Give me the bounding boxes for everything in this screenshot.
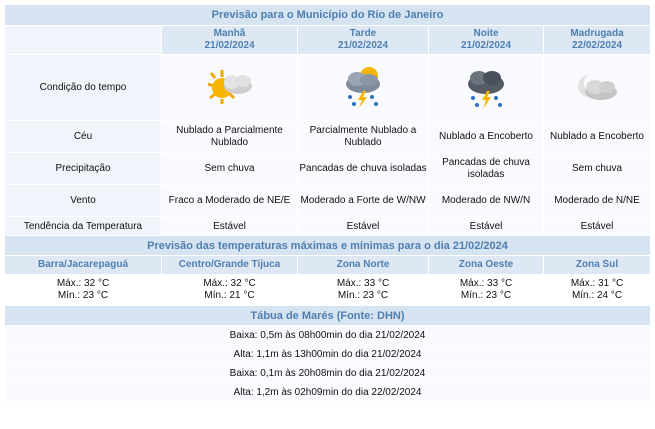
- wind-afternoon: Moderado a Forte de W/NW: [298, 185, 428, 216]
- zone-header-oeste: Zona Oeste: [429, 256, 543, 274]
- temps-title: Previsão das temperaturas máximas e mínimas para o dia 21/02/2024: [5, 236, 650, 255]
- period-header-night: Noite 21/02/2024: [429, 26, 543, 54]
- tide-row: Alta: 1,2m às 02h09min do dia 22/02/2024: [5, 383, 650, 401]
- wind-night: Moderado de NW/N: [429, 185, 543, 216]
- forecast-panel: [4, 4, 650, 402]
- condition-afternoon: [298, 55, 428, 120]
- zone-temps-norte: Máx.: 33 °C Mín.: 23 °C: [298, 275, 428, 305]
- zone-header-centro: Centro/Grande Tijuca: [162, 256, 297, 274]
- condition-night: [429, 55, 543, 120]
- wind-morning: Fraco a Moderado de NE/E: [162, 185, 297, 216]
- condition-dawn: [544, 55, 650, 120]
- zone-temps-barra: Máx.: 32 °C Mín.: 23 °C: [5, 275, 161, 305]
- tide-row: Baixa: 0,5m às 08h00min do dia 21/02/2024: [5, 326, 650, 344]
- tide-row: Baixa: 0,1m às 20h08min do dia 21/02/2024: [5, 364, 650, 382]
- moon-cloudy-icon: [567, 64, 627, 112]
- storm-dark-cloud-icon: [456, 64, 516, 112]
- zone-temps-sul: Máx.: 31 °C Mín.: 24 °C: [544, 275, 650, 305]
- sun-partly-cloudy-icon: [200, 64, 260, 112]
- sky-morning: Nublado a Parcialmente Nublado: [162, 121, 297, 152]
- zone-temps-oeste: Máx.: 33 °C Mín.: 23 °C: [429, 275, 543, 305]
- row-label-sky: Céu: [5, 121, 161, 152]
- sky-dawn: Nublado a Encoberto: [544, 121, 650, 152]
- row-label-precipitation: Precipitação: [5, 153, 161, 184]
- zone-header-norte: Zona Norte: [298, 256, 428, 274]
- zone-header-barra: Barra/Jacarepaguá: [5, 256, 161, 274]
- period-header-dawn: Madrugada 22/02/2024: [544, 26, 650, 54]
- tide-row: Alta: 1,1m às 13h00min do dia 21/02/2024: [5, 345, 650, 363]
- storm-rain-cloud-icon: [333, 64, 393, 112]
- precip-night: Pancadas de chuva isoladas: [429, 153, 543, 184]
- zone-header-sul: Zona Sul: [544, 256, 650, 274]
- row-label-wind: Vento: [5, 185, 161, 216]
- condition-morning: [162, 55, 297, 120]
- forecast-title: Previsão para o Município do Rio de Janeiro: [5, 5, 650, 25]
- trend-morning: Estável: [162, 217, 297, 235]
- trend-night: Estável: [429, 217, 543, 235]
- wind-dawn: Moderado de N/NE: [544, 185, 650, 216]
- zone-temps-centro: Máx.: 32 °C Mín.: 21 °C: [162, 275, 297, 305]
- row-label-temp-trend: Tendência da Temperatura: [5, 217, 161, 235]
- tides-title: Tábua de Marés (Fonte: DHN): [5, 306, 650, 325]
- corner-cell: [5, 26, 161, 54]
- trend-afternoon: Estável: [298, 217, 428, 235]
- sky-afternoon: Parcialmente Nublado a Nublado: [298, 121, 428, 152]
- sky-night: Nublado a Encoberto: [429, 121, 543, 152]
- trend-dawn: Estável: [544, 217, 650, 235]
- precip-morning: Sem chuva: [162, 153, 297, 184]
- precip-dawn: Sem chuva: [544, 153, 650, 184]
- row-label-condition: Condição do tempo: [5, 55, 161, 120]
- period-header-afternoon: Tarde 21/02/2024: [298, 26, 428, 54]
- forecast-table: [4, 4, 651, 402]
- precip-afternoon: Pancadas de chuva isoladas: [298, 153, 428, 184]
- period-header-morning: Manhã 21/02/2024: [162, 26, 297, 54]
